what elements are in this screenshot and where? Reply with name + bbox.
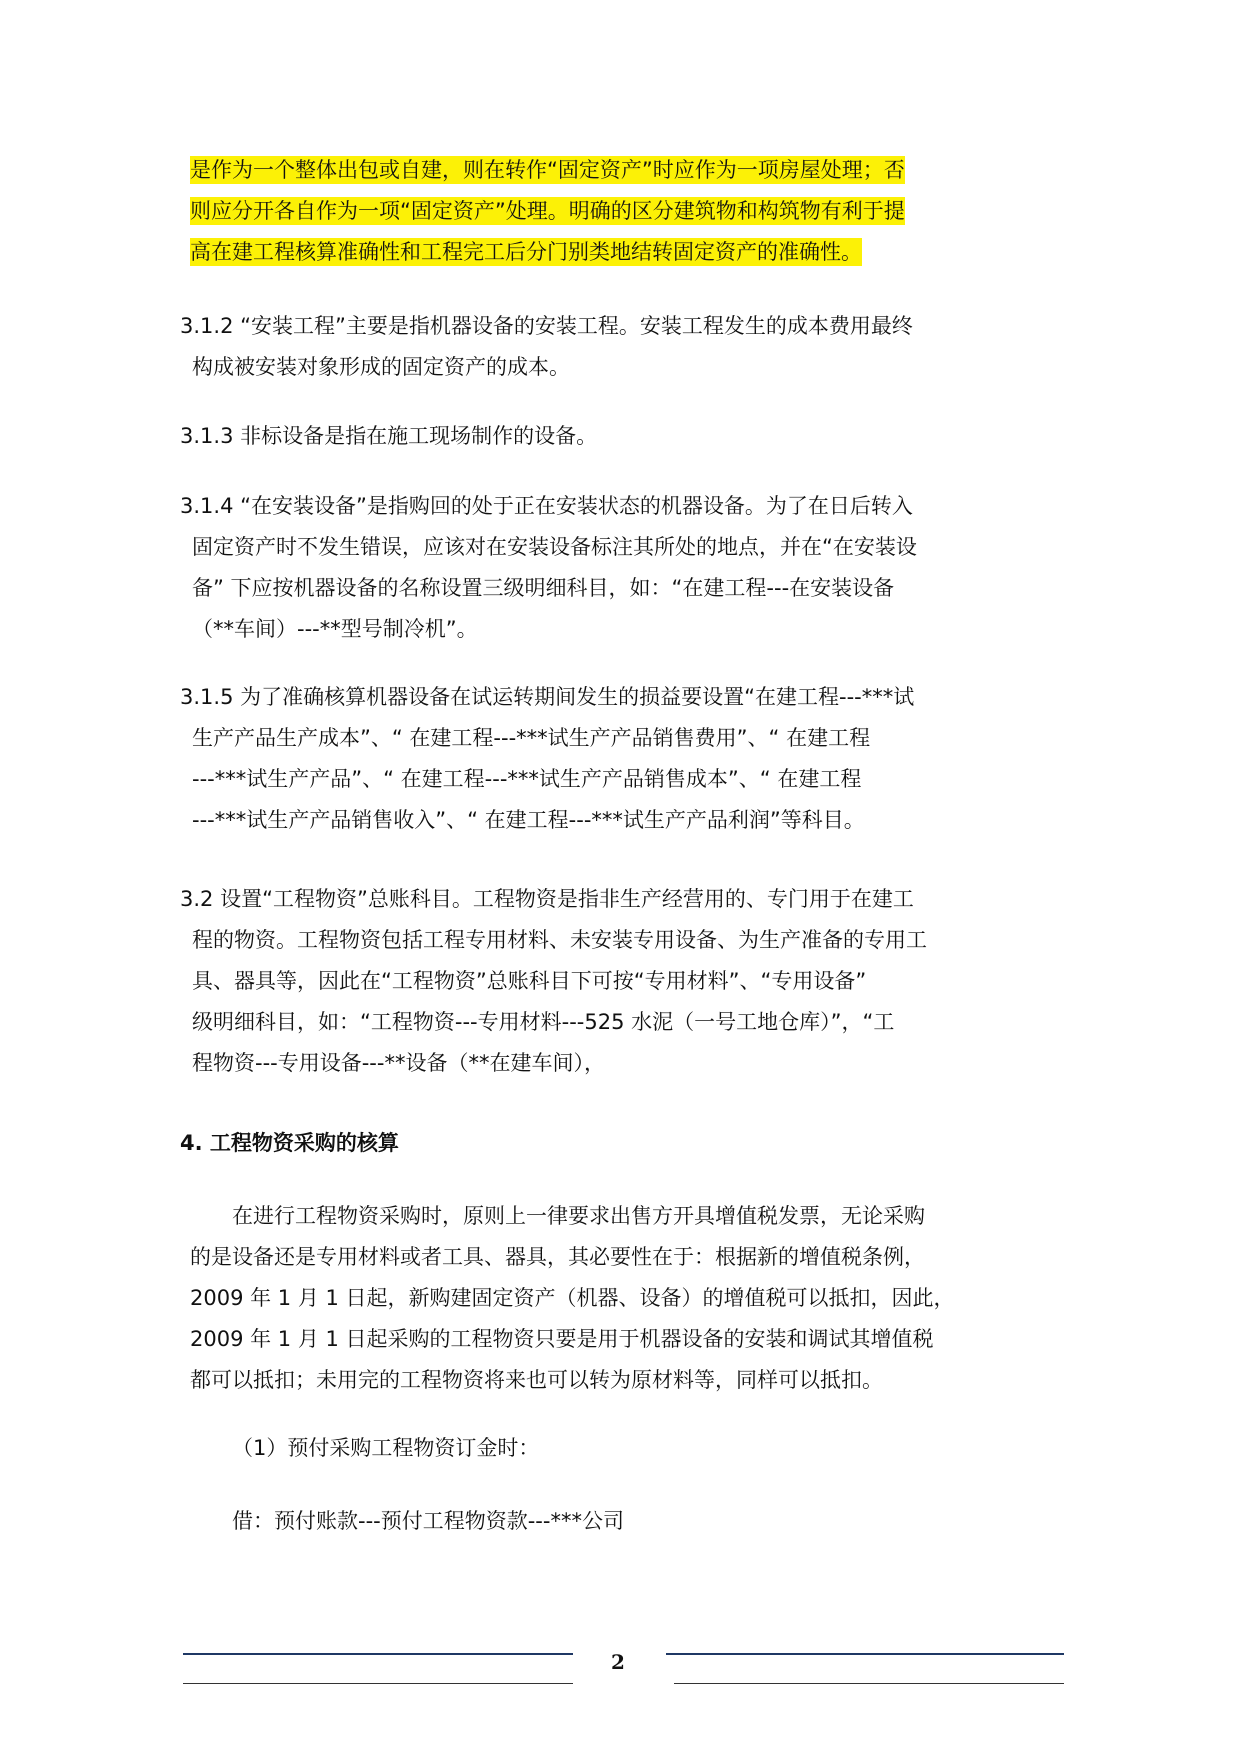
body-paragraph	[190, 1196, 1070, 1401]
highlighted-paragraph	[190, 150, 1070, 273]
section-line: 具、器具等，因此在“工程物资”总账科目下可按“专用材料”、“专用设备”	[192, 969, 867, 993]
section-line: 级明细科目，如：“工程物资---专用材料---525 水泥（一号工地仓库）”，“工	[192, 1010, 895, 1034]
section-line: 构成被安装对象形成的固定资产的成本。	[192, 355, 570, 379]
entry-line: 借：预付账款---预付工程物资款---***公司	[232, 1509, 624, 1533]
section-line: ---***试生产产品销售收入”、“ 在建工程---***试生产产品利润”等科目。	[192, 808, 865, 832]
section-line: 程物资---专用设备---**设备（**在建车间），	[192, 1051, 605, 1075]
body-line: 的是设备还是专用材料或者工具、器具，其必要性在于：根据新的增值税条例，	[190, 1245, 925, 1269]
section-3-1-4	[180, 486, 1070, 650]
section-line: （**车间）---**型号制冷机”。	[192, 617, 478, 641]
body-line: 在进行工程物资采购时，原则上一律要求出售方开具增值税发票，无论采购	[232, 1204, 925, 1228]
footer-rule-right-lower	[674, 1683, 1064, 1684]
footer-rule-left-lower	[183, 1683, 573, 1684]
section-3-1-5	[180, 677, 1070, 841]
section-line: 备” 下应按机器设备的名称设置三级明细科目，如：“在建工程---在安装设备	[192, 576, 895, 600]
highlighted-line: 高在建工程核算准确性和工程完工后分门别类地结转固定资产的准确性。	[190, 240, 862, 264]
section-3-2	[180, 879, 1070, 1084]
footer-rule-left	[183, 1653, 573, 1655]
section-3-1-2	[180, 306, 1070, 388]
section-line: 3.2 设置“工程物资”总账科目。工程物资是指非生产经营用的、专门用于在建工	[180, 887, 914, 911]
section-line: 3.1.2 “安装工程”主要是指机器设备的安装工程。安装工程发生的成本费用最终	[180, 314, 913, 338]
section-line: 生产产品生产成本”、“ 在建工程---***试生产产品销售费用”、“ 在建工程	[192, 726, 871, 750]
footer-rule-right	[666, 1653, 1064, 1655]
body-line: 都可以抵扣；未用完的工程物资将来也可以转为原材料等，同样可以抵扣。	[190, 1368, 883, 1392]
section-line: 程的物资。工程物资包括工程专用材料、未安装专用设备、为生产准备的专用工	[192, 928, 927, 952]
highlighted-line: 则应分开各自作为一项“固定资产”处理。明确的区分建筑物和构筑物有利于提	[190, 199, 905, 223]
section-line: ---***试生产产品”、“ 在建工程---***试生产产品销售成本”、“ 在建工程	[192, 767, 862, 791]
body-line: 2009 年 1 月 1 日起，新购建固定资产（机器、设备）的增值税可以抵扣，因此，	[190, 1286, 955, 1310]
section-line: 3.1.3 非标设备是指在施工现场制作的设备。	[180, 424, 598, 448]
entry-line: （1）预付采购工程物资订金时：	[232, 1436, 540, 1460]
section-line: 3.1.4 “在安装设备”是指购回的处于正在安装状态的机器设备。为了在日后转入	[180, 494, 913, 518]
page-number: 2	[611, 1650, 625, 1674]
section-heading: 4. 工程物资采购的核算	[180, 1131, 399, 1155]
section-line: 3.1.5 为了准确核算机器设备在试运转期间发生的损益要设置“在建工程---***试	[180, 685, 915, 709]
highlighted-line: 是作为一个整体出包或自建，则在转作“固定资产”时应作为一项房屋处理；否	[190, 158, 905, 182]
section-3-1-3	[180, 416, 1070, 457]
body-line: 2009 年 1 月 1 日起采购的工程物资只要是用于机器设备的安装和调试其增值税	[190, 1327, 934, 1351]
section-line: 固定资产时不发生错误，应该对在安装设备标注其所处的地点，并在“在安装设	[192, 535, 917, 559]
